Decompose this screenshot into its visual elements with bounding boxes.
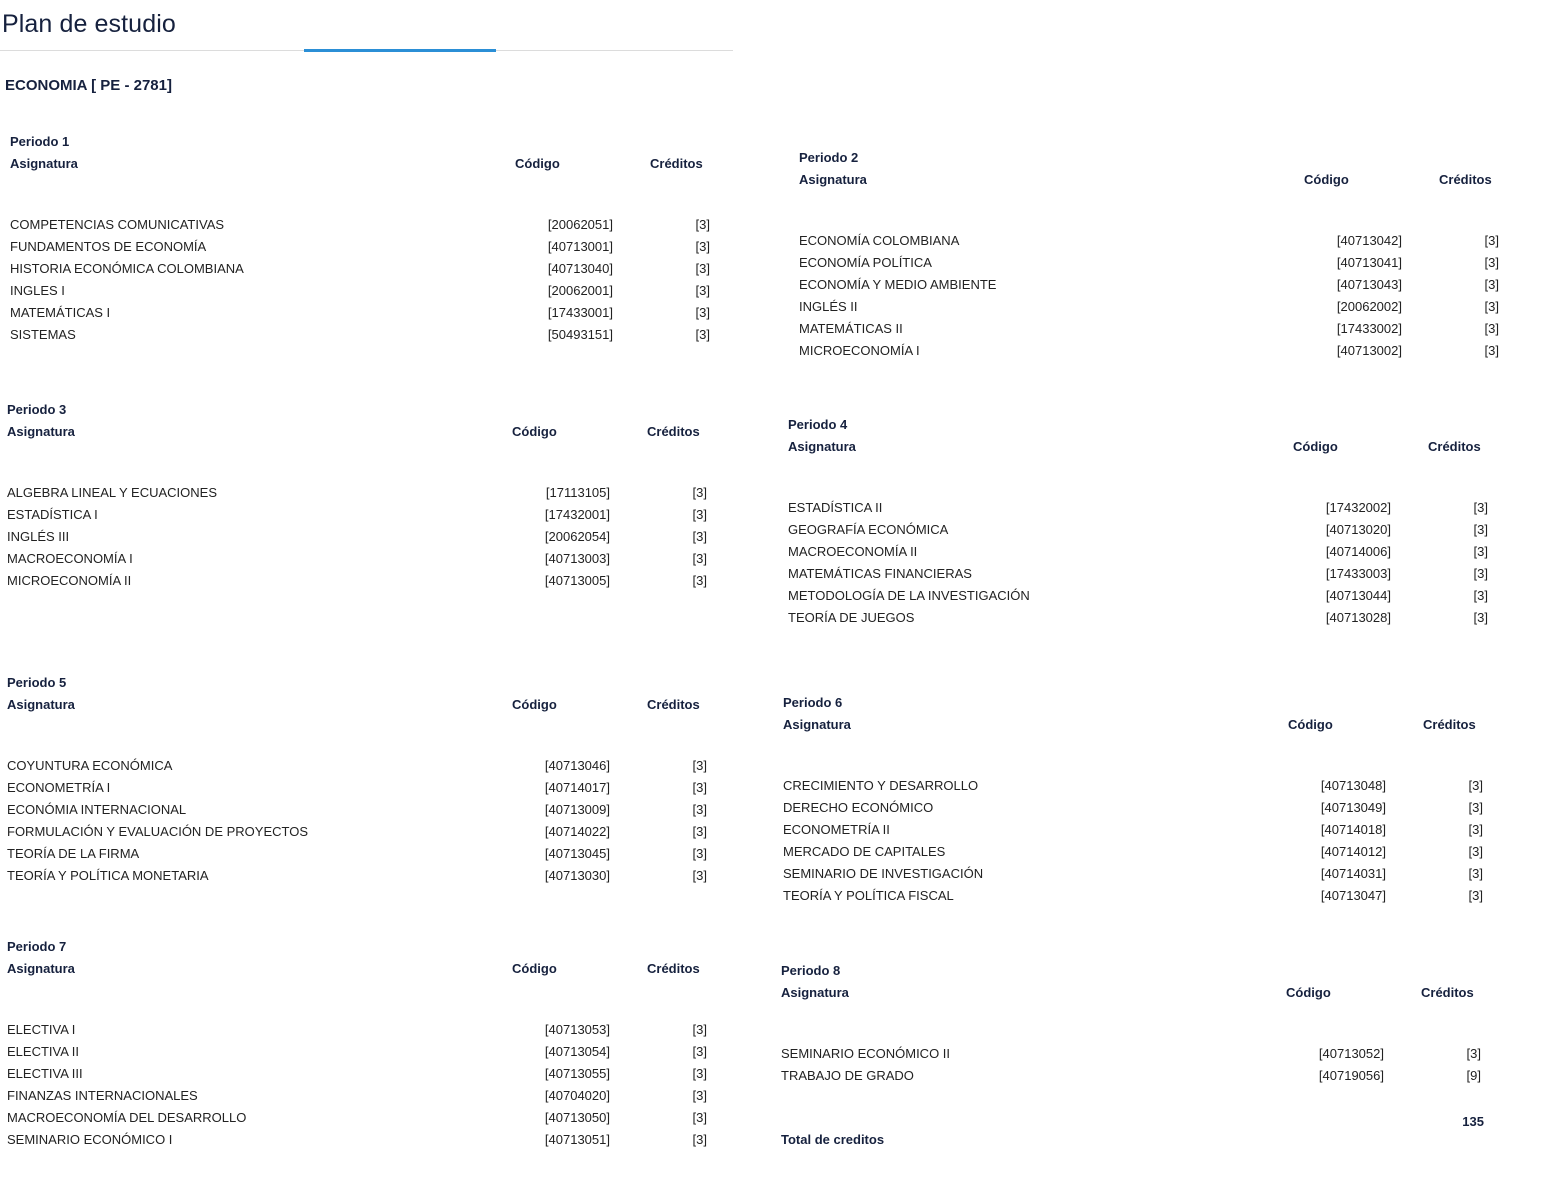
subject-name: MERCADO DE CAPITALES bbox=[783, 844, 946, 859]
column-header-subject: Asignatura bbox=[788, 439, 856, 454]
table-row bbox=[7, 1108, 707, 1130]
subject-code: [40714012] bbox=[1320, 844, 1386, 859]
table-row bbox=[788, 564, 1488, 586]
subject-name: ESTADÍSTICA I bbox=[7, 507, 98, 522]
subject-credits: [3] bbox=[1473, 588, 1488, 603]
table-row bbox=[799, 275, 1499, 297]
subject-code: [40713003] bbox=[544, 551, 610, 566]
table-row bbox=[781, 1044, 1481, 1066]
subject-code: [17433002] bbox=[1336, 321, 1402, 336]
subject-credits: [3] bbox=[692, 846, 707, 861]
subject-name: MACROECONOMÍA DEL DESARROLLO bbox=[7, 1110, 247, 1125]
subject-name: ELECTIVA II bbox=[7, 1044, 80, 1059]
period-title: Periodo 4 bbox=[788, 417, 848, 432]
subject-credits: [3] bbox=[692, 529, 707, 544]
subject-code: [40714006] bbox=[1325, 544, 1391, 559]
column-header-subject: Asignatura bbox=[7, 961, 75, 976]
table-row bbox=[7, 1086, 707, 1108]
subject-credits: [3] bbox=[1484, 255, 1499, 270]
subject-credits: [3] bbox=[695, 327, 710, 342]
subject-code: [40713046] bbox=[544, 758, 610, 773]
column-header-credits: Créditos bbox=[1428, 439, 1481, 454]
subject-name: ECONOMÍA POLÍTICA bbox=[799, 255, 932, 270]
subject-name: MACROECONOMÍA II bbox=[788, 544, 918, 559]
subject-credits: [3] bbox=[692, 1066, 707, 1081]
subject-credits: [3] bbox=[692, 758, 707, 773]
program-title: ECONOMIA [ PE - 2781] bbox=[5, 77, 172, 94]
subject-code: [40713005] bbox=[544, 573, 610, 588]
column-header-subject: Asignatura bbox=[783, 717, 851, 732]
subject-name: GEOGRAFÍA ECONÓMICA bbox=[788, 522, 949, 537]
subject-code: [40714017] bbox=[544, 780, 610, 795]
table-row bbox=[10, 281, 710, 303]
subject-credits: [3] bbox=[692, 1132, 707, 1147]
table-row bbox=[788, 498, 1488, 520]
subject-credits: [3] bbox=[695, 217, 710, 232]
table-row bbox=[7, 527, 707, 549]
subject-code: [20062002] bbox=[1336, 299, 1402, 314]
subject-credits: [3] bbox=[692, 780, 707, 795]
subject-code: [40713028] bbox=[1325, 610, 1391, 625]
subject-credits: [3] bbox=[692, 1088, 707, 1103]
subject-name: ECONOMETRÍA I bbox=[7, 780, 111, 795]
subject-name: TEORÍA Y POLÍTICA FISCAL bbox=[783, 888, 954, 903]
subject-name: COMPETENCIAS COMUNICATIVAS bbox=[10, 217, 225, 232]
subject-code: [40714022] bbox=[544, 824, 610, 839]
column-header-credits: Créditos bbox=[647, 424, 700, 439]
subject-list bbox=[7, 1020, 707, 1152]
table-row bbox=[7, 844, 707, 866]
subject-code: [40713042] bbox=[1336, 233, 1402, 248]
subject-credits: [3] bbox=[692, 573, 707, 588]
subject-credits: [3] bbox=[1484, 299, 1499, 314]
subject-code: [40713049] bbox=[1320, 800, 1386, 815]
column-header-credits: Créditos bbox=[647, 697, 700, 712]
column-header-code: Código bbox=[515, 156, 560, 171]
subject-credits: [3] bbox=[1468, 800, 1483, 815]
table-row bbox=[10, 237, 710, 259]
column-header-subject: Asignatura bbox=[7, 424, 75, 439]
table-row bbox=[7, 822, 707, 844]
subject-code: [40713020] bbox=[1325, 522, 1391, 537]
subject-name: ECONOMÍA Y MEDIO AMBIENTE bbox=[799, 277, 997, 292]
subject-name: ECONOMÍA COLOMBIANA bbox=[799, 233, 960, 248]
table-row bbox=[788, 586, 1488, 608]
table-row bbox=[788, 542, 1488, 564]
subject-list bbox=[788, 498, 1488, 630]
subject-name: SEMINARIO ECONÓMICO II bbox=[781, 1046, 951, 1061]
subject-name: COYUNTURA ECONÓMICA bbox=[7, 758, 173, 773]
subject-name: INGLÉS III bbox=[7, 529, 70, 544]
subject-credits: [3] bbox=[692, 507, 707, 522]
subject-name: METODOLOGÍA DE LA INVESTIGACIÓN bbox=[788, 588, 1030, 603]
subject-credits: [3] bbox=[695, 261, 710, 276]
subject-name: TEORÍA DE LA FIRMA bbox=[7, 846, 140, 861]
column-header-code: Código bbox=[1288, 717, 1333, 732]
table-row bbox=[783, 798, 1483, 820]
column-header-credits: Créditos bbox=[1423, 717, 1476, 732]
column-header-subject: Asignatura bbox=[799, 172, 867, 187]
subject-code: [17432002] bbox=[1325, 500, 1391, 515]
subject-list bbox=[781, 1044, 1481, 1088]
subject-name: MATEMÁTICAS FINANCIERAS bbox=[788, 566, 972, 581]
table-row bbox=[7, 505, 707, 527]
period-title: Periodo 3 bbox=[7, 402, 67, 417]
subject-code: [50493151] bbox=[547, 327, 613, 342]
column-header-subject: Asignatura bbox=[10, 156, 78, 171]
subject-name: INGLÉS II bbox=[799, 299, 858, 314]
subject-code: [20062051] bbox=[547, 217, 613, 232]
subject-name: ALGEBRA LINEAL Y ECUACIONES bbox=[7, 485, 218, 500]
subject-code: [17433001] bbox=[547, 305, 613, 320]
subject-code: [40713047] bbox=[1320, 888, 1386, 903]
column-header-code: Código bbox=[512, 697, 557, 712]
subject-credits: [3] bbox=[1468, 866, 1483, 881]
subject-name: MICROECONOMÍA II bbox=[7, 573, 132, 588]
subject-name: FINANZAS INTERNACIONALES bbox=[7, 1088, 198, 1103]
subject-name: SEMINARIO DE INVESTIGACIÓN bbox=[783, 866, 984, 881]
active-tab-indicator bbox=[304, 49, 496, 52]
subject-code: [40713048] bbox=[1320, 778, 1386, 793]
table-row bbox=[783, 864, 1483, 886]
subject-code: [40713050] bbox=[544, 1110, 610, 1125]
table-row bbox=[7, 483, 707, 505]
column-header-credits: Créditos bbox=[1439, 172, 1492, 187]
subject-credits: [3] bbox=[1484, 277, 1499, 292]
subject-code: [40704020] bbox=[544, 1088, 610, 1103]
subject-name: SEMINARIO ECONÓMICO I bbox=[7, 1132, 173, 1147]
subject-credits: [3] bbox=[695, 283, 710, 298]
table-row bbox=[799, 319, 1499, 341]
subject-credits: [3] bbox=[1484, 233, 1499, 248]
subject-name: MATEMÁTICAS II bbox=[799, 321, 903, 336]
subject-name: ELECTIVA III bbox=[7, 1066, 83, 1081]
table-row bbox=[799, 231, 1499, 253]
subject-code: [40713055] bbox=[544, 1066, 610, 1081]
table-row bbox=[7, 571, 707, 593]
subject-code: [40719056] bbox=[1318, 1068, 1384, 1083]
subject-list bbox=[10, 215, 710, 347]
subject-name: INGLES I bbox=[10, 283, 65, 298]
subject-code: [40713002] bbox=[1336, 343, 1402, 358]
subject-code: [20062001] bbox=[547, 283, 613, 298]
subject-name: ELECTIVA I bbox=[7, 1022, 76, 1037]
subject-name: DERECHO ECONÓMICO bbox=[783, 800, 934, 815]
table-row bbox=[783, 820, 1483, 842]
subject-code: [40713044] bbox=[1325, 588, 1391, 603]
subject-credits: [3] bbox=[692, 868, 707, 883]
table-row bbox=[7, 1020, 707, 1042]
total-credits-label: Total de creditos bbox=[781, 1132, 885, 1147]
period-title: Periodo 8 bbox=[781, 963, 841, 978]
subject-name: ESTADÍSTICA II bbox=[788, 500, 883, 515]
subject-credits: [3] bbox=[1468, 844, 1483, 859]
column-header-credits: Créditos bbox=[1421, 985, 1474, 1000]
subject-code: [40713030] bbox=[544, 868, 610, 883]
subject-list bbox=[7, 756, 707, 888]
subject-credits: [9] bbox=[1466, 1068, 1481, 1083]
subject-credits: [3] bbox=[692, 1022, 707, 1037]
page-title: Plan de estudio bbox=[2, 10, 176, 38]
subject-credits: [3] bbox=[692, 551, 707, 566]
subject-code: [40714018] bbox=[1320, 822, 1386, 837]
subject-credits: [3] bbox=[695, 305, 710, 320]
subject-name: MICROECONOMÍA I bbox=[799, 343, 920, 358]
subject-code: [20062054] bbox=[544, 529, 610, 544]
table-row bbox=[10, 215, 710, 237]
period-title: Periodo 1 bbox=[10, 134, 70, 149]
table-row bbox=[7, 1064, 707, 1086]
subject-code: [17113105] bbox=[545, 485, 610, 500]
table-row bbox=[788, 520, 1488, 542]
table-row bbox=[788, 608, 1488, 630]
subject-code: [40713051] bbox=[544, 1132, 610, 1147]
subject-name: FORMULACIÓN Y EVALUACIÓN DE PROYECTOS bbox=[7, 824, 308, 839]
subject-code: [40713040] bbox=[547, 261, 613, 276]
subject-code: [40713043] bbox=[1336, 277, 1402, 292]
period-title: Periodo 7 bbox=[7, 939, 67, 954]
table-row bbox=[781, 1066, 1481, 1088]
subject-code: [17432001] bbox=[544, 507, 610, 522]
subject-credits: [3] bbox=[1473, 522, 1488, 537]
subject-code: [40713001] bbox=[547, 239, 613, 254]
period-title: Periodo 5 bbox=[7, 675, 67, 690]
subject-credits: [3] bbox=[1473, 544, 1488, 559]
table-row bbox=[7, 756, 707, 778]
subject-name: HISTORIA ECONÓMICA COLOMBIANA bbox=[10, 261, 244, 276]
table-row bbox=[799, 341, 1499, 363]
subject-credits: [3] bbox=[1468, 822, 1483, 837]
subject-name: MACROECONOMÍA I bbox=[7, 551, 133, 566]
table-row bbox=[7, 1130, 707, 1152]
subject-name: ECONOMETRÍA II bbox=[783, 822, 890, 837]
subject-code: [40714031] bbox=[1320, 866, 1386, 881]
subject-name: SISTEMAS bbox=[10, 327, 76, 342]
subject-credits: [3] bbox=[692, 485, 707, 500]
column-header-subject: Asignatura bbox=[7, 697, 75, 712]
total-credits-value: 135 bbox=[1462, 1114, 1484, 1129]
table-row bbox=[10, 325, 710, 347]
subject-credits: [3] bbox=[692, 1110, 707, 1125]
table-row bbox=[7, 1042, 707, 1064]
subject-credits: [3] bbox=[1466, 1046, 1481, 1061]
subject-list bbox=[799, 231, 1499, 363]
subject-name: TRABAJO DE GRADO bbox=[781, 1068, 914, 1083]
table-row bbox=[783, 886, 1483, 908]
subject-name: ECONÓMIA INTERNACIONAL bbox=[7, 802, 187, 817]
subject-name: TEORÍA Y POLÍTICA MONETARIA bbox=[7, 868, 209, 883]
column-header-credits: Créditos bbox=[650, 156, 703, 171]
table-row bbox=[799, 297, 1499, 319]
column-header-code: Código bbox=[512, 424, 557, 439]
column-header-code: Código bbox=[1293, 439, 1338, 454]
column-header-code: Código bbox=[1304, 172, 1349, 187]
column-header-credits: Créditos bbox=[647, 961, 700, 976]
subject-list bbox=[783, 776, 1483, 908]
table-row bbox=[10, 303, 710, 325]
subject-credits: [3] bbox=[1473, 500, 1488, 515]
subject-code: [40713054] bbox=[544, 1044, 610, 1059]
column-header-code: Código bbox=[512, 961, 557, 976]
table-row bbox=[7, 549, 707, 571]
subject-credits: [3] bbox=[1468, 888, 1483, 903]
subject-name: TEORÍA DE JUEGOS bbox=[788, 610, 915, 625]
subject-code: [17433003] bbox=[1325, 566, 1391, 581]
subject-code: [40713041] bbox=[1336, 255, 1402, 270]
subject-credits: [3] bbox=[1468, 778, 1483, 793]
subject-name: MATEMÁTICAS I bbox=[10, 305, 111, 320]
column-header-code: Código bbox=[1286, 985, 1331, 1000]
subject-credits: [3] bbox=[692, 802, 707, 817]
subject-code: [40713053] bbox=[544, 1022, 610, 1037]
table-row bbox=[7, 800, 707, 822]
subject-credits: [3] bbox=[1473, 566, 1488, 581]
table-row bbox=[783, 842, 1483, 864]
subject-credits: [3] bbox=[692, 1044, 707, 1059]
subject-name: CRECIMIENTO Y DESARROLLO bbox=[783, 778, 979, 793]
subject-list bbox=[7, 483, 707, 593]
subject-credits: [3] bbox=[1484, 321, 1499, 336]
table-row bbox=[7, 778, 707, 800]
subject-code: [40713009] bbox=[544, 802, 610, 817]
subject-credits: [3] bbox=[1473, 610, 1488, 625]
table-row bbox=[783, 776, 1483, 798]
table-row bbox=[799, 253, 1499, 275]
subject-code: [40713052] bbox=[1318, 1046, 1384, 1061]
period-title: Periodo 2 bbox=[799, 150, 859, 165]
subject-credits: [3] bbox=[695, 239, 710, 254]
period-title: Periodo 6 bbox=[783, 695, 843, 710]
subject-code: [40713045] bbox=[544, 846, 610, 861]
table-row bbox=[10, 259, 710, 281]
subject-credits: [3] bbox=[692, 824, 707, 839]
column-header-subject: Asignatura bbox=[781, 985, 849, 1000]
table-row bbox=[7, 866, 707, 888]
subject-name: FUNDAMENTOS DE ECONOMÍA bbox=[10, 239, 207, 254]
subject-credits: [3] bbox=[1484, 343, 1499, 358]
